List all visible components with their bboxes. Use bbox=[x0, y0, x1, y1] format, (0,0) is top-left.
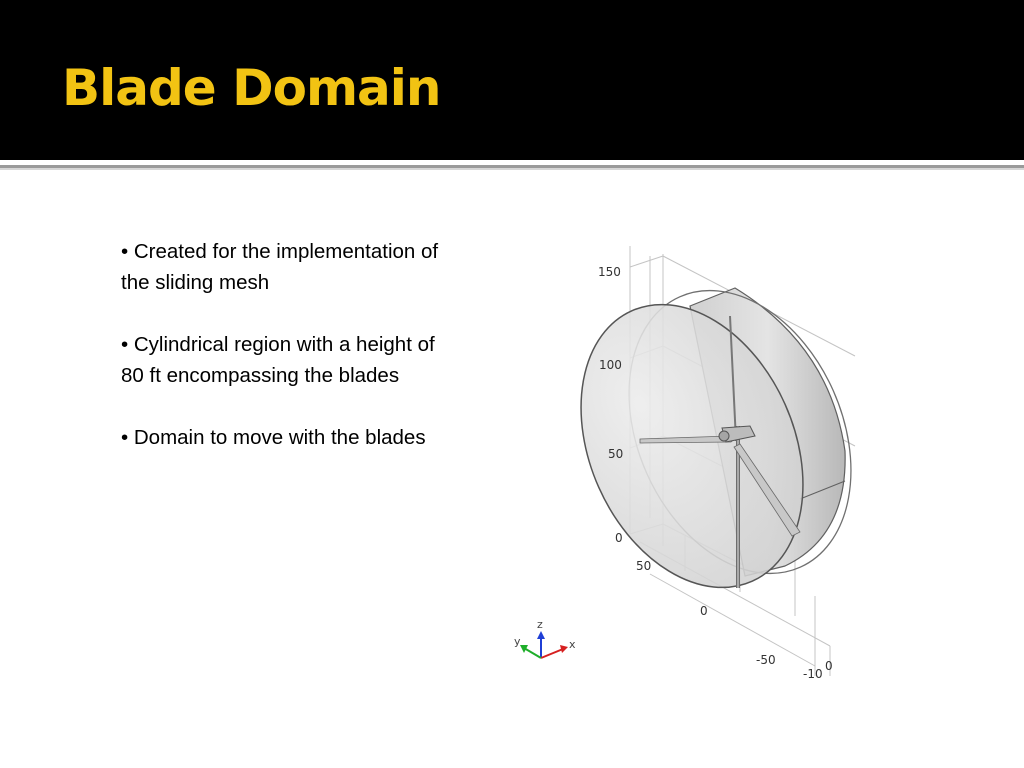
x-tick-label: -10 bbox=[803, 667, 823, 681]
bullet-item: • Domain to move with the blades bbox=[121, 426, 426, 449]
figure-canvas bbox=[500, 236, 860, 692]
z-tick-label: 0 bbox=[615, 531, 623, 545]
z-tick-label: 150 bbox=[598, 265, 621, 279]
y-tick-label: 0 bbox=[700, 604, 708, 618]
slide-title: Blade Domain bbox=[62, 59, 441, 117]
title-divider-light bbox=[0, 168, 1024, 170]
axis-triad bbox=[514, 618, 576, 658]
triad-x-label: x bbox=[569, 638, 576, 651]
triad-z-label: z bbox=[537, 618, 543, 631]
z-tick-label: 50 bbox=[608, 447, 624, 461]
z-tick-label: 100 bbox=[599, 358, 622, 372]
bullet-item: • Cylindrical region with a height of 80 ft encompassing the blades bbox=[121, 333, 435, 387]
bullet-item: • Created for the implementation of the sliding mesh bbox=[121, 240, 439, 294]
triad-y-label: y bbox=[514, 635, 521, 648]
y-tick-label: -50 bbox=[756, 653, 776, 667]
title-bar bbox=[0, 0, 1024, 160]
x-tick-label: 0 bbox=[825, 659, 833, 673]
bullet-list bbox=[121, 236, 441, 484]
cylinder-domain-figure bbox=[500, 236, 860, 692]
y-tick-label: 50 bbox=[636, 559, 652, 573]
